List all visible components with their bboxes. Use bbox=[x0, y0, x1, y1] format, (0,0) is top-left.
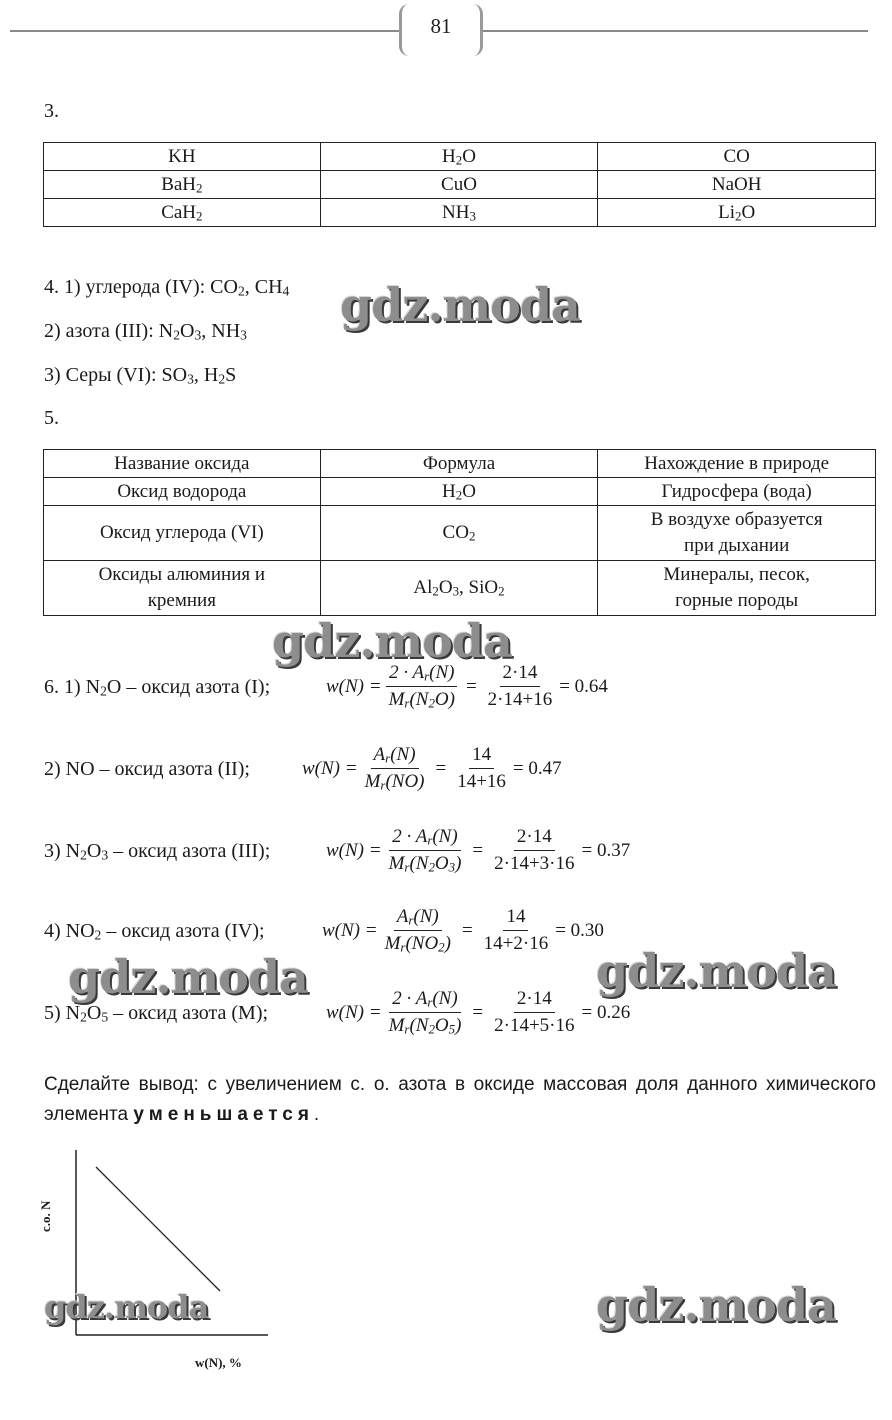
fraction: $\frac{2\cdot 14}{2\cdot 14+16}$ bbox=[487, 662, 553, 710]
task4-line3: 3) Серы (VI): $SO_3$, $H_2S$ bbox=[44, 364, 237, 387]
table-cell: CuO bbox=[320, 171, 598, 199]
table-cell: $NH_3$ bbox=[320, 199, 598, 227]
table-cell: KH bbox=[44, 143, 321, 171]
table-row bbox=[44, 143, 876, 171]
header-rule-right bbox=[474, 30, 868, 32]
equation-lhs: w(N) = bbox=[326, 839, 382, 861]
watermark-5: gdz.moda bbox=[44, 1288, 209, 1326]
table-header-row bbox=[44, 450, 876, 478]
mass-fraction-equation: w(N) = $\frac{A_r(N)}{M_r(NO)}$ = $\frac{14}{14+16}$ = 0.47 bbox=[302, 744, 562, 793]
watermark-6: gdz.moda bbox=[596, 1278, 836, 1332]
table-cell: $H_2O$ bbox=[320, 478, 598, 506]
formula-prefix: 6. 1) $N_2O$ – оксид азота (I); bbox=[44, 676, 271, 699]
table-cell: BaH$_2$ bbox=[44, 171, 321, 199]
table-cell: Оксид водорода bbox=[44, 478, 321, 506]
conclusion-emphasis: уменьшается bbox=[133, 1104, 314, 1125]
equation-lhs: w(N) = bbox=[326, 1001, 382, 1023]
table-cell: $Li_2O$ bbox=[598, 199, 876, 227]
graph-y-label: с.о. N bbox=[38, 1200, 53, 1232]
table-cell: $Al_2O_3$, SiO$_2$ bbox=[320, 561, 598, 616]
equation-lhs: w(N) = bbox=[326, 675, 382, 697]
fraction: $\frac{2\cdot 14}{2\cdot 14+3\cdot 16}$ bbox=[494, 826, 575, 874]
mass-fraction-equation: w(N) = $\frac{A_r(N)}{M_r(NO_2)}$ = $\frac{14}{14+2\cdot 16}$ = 0.30 bbox=[322, 906, 604, 955]
table-row bbox=[44, 561, 876, 616]
table-cell: Гидросфера (вода) bbox=[598, 478, 876, 506]
formula-prefix: 5) $N_2O_5$ – оксид азота (M); bbox=[44, 1002, 269, 1025]
formula-prefix: 3) $N_2O_3$ – оксид азота (III); bbox=[44, 840, 271, 863]
formula-prefix: 4) $NO_2$ – оксид азота (IV); bbox=[44, 920, 265, 943]
table-cell: Минералы, песок, горные породы bbox=[598, 561, 876, 616]
graph-decreasing-line bbox=[96, 1167, 220, 1291]
watermark-4: gdz.moda bbox=[596, 944, 836, 998]
equation-lhs: w(N) = bbox=[302, 757, 358, 779]
fraction: $\frac{A_r(N)}{M_r(NO)}$ bbox=[364, 744, 425, 793]
header-rule-left bbox=[10, 30, 402, 32]
fraction: $\frac{14}{14+2\cdot 16}$ bbox=[483, 906, 549, 954]
conclusion-end: . bbox=[313, 1104, 320, 1125]
table-header-cell: Название оксида bbox=[44, 450, 321, 478]
mass-fraction-equation: w(N) = $\frac{2 \cdot A_r(N)}{M_r(N_2O)}$ = $\frac{2\cdot 14}{2\cdot 14+16}$ = 0.64 bbox=[326, 662, 608, 711]
table-row bbox=[44, 506, 876, 561]
table-header-cell: Формула bbox=[320, 450, 598, 478]
table-cell: CO bbox=[598, 143, 876, 171]
watermark-1: gdz.moda bbox=[340, 278, 580, 332]
fraction: $\frac{2 \cdot A_r(N)}{M_r(N_2O)}$ bbox=[386, 662, 458, 711]
table-row bbox=[44, 171, 876, 199]
table-row bbox=[44, 199, 876, 227]
fraction: $\frac{2 \cdot A_r(N)}{M_r(N_2O_3)}$ bbox=[388, 826, 462, 875]
equation-result: = 0.30 bbox=[555, 919, 604, 941]
equation-lhs: w(N) = bbox=[322, 919, 378, 941]
fraction: $\frac{14}{14+16}$ bbox=[457, 744, 506, 792]
conclusion-text: Сделайте вывод: с увеличением с. о. азота в оксиде массовая доля данного химического элемента bbox=[44, 1074, 876, 1125]
watermark-3: gdz.moda bbox=[68, 950, 308, 1004]
watermark-2: gdz.moda bbox=[272, 614, 512, 668]
graph-x-label: w(N), % bbox=[195, 1355, 242, 1370]
fraction: $\frac{A_r(N)}{M_r(NO_2)}$ bbox=[384, 906, 451, 955]
equation-result: = 0.47 bbox=[512, 757, 562, 779]
equation-result: = 0.64 bbox=[559, 675, 608, 697]
mass-fraction-equation: w(N) = $\frac{2 \cdot A_r(N)}{M_r(N_2O_5)}$ = $\frac{2\cdot 14}{2\cdot 14+5\cdot 16}$ = 0.26 bbox=[326, 988, 631, 1037]
page-number: 81 bbox=[399, 4, 483, 56]
table-cell: Оксиды алюминия и кремния bbox=[44, 561, 321, 616]
table-cell: Оксид углерода (VI) bbox=[44, 506, 321, 561]
task5-label: 5. bbox=[44, 407, 59, 429]
equation-result: = 0.26 bbox=[581, 1001, 631, 1023]
conclusion bbox=[44, 1070, 876, 1130]
task3-label: 3. bbox=[44, 100, 59, 122]
task3-table bbox=[43, 142, 876, 227]
table-cell: NaOH bbox=[598, 171, 876, 199]
equation-result: = 0.37 bbox=[581, 839, 631, 861]
fraction: $\frac{2\cdot 14}{2\cdot 14+5\cdot 16}$ bbox=[494, 988, 575, 1036]
mass-fraction-equation: w(N) = $\frac{2 \cdot A_r(N)}{M_r(N_2O_3)}$ = $\frac{2\cdot 14}{2\cdot 14+3\cdot 16}$ = 0.37 bbox=[326, 826, 631, 875]
fraction: $\frac{2 \cdot A_r(N)}{M_r(N_2O_5)}$ bbox=[388, 988, 462, 1037]
table-cell: $H_2O$ bbox=[320, 143, 598, 171]
table-cell: В воздухе образуется при дыхании bbox=[598, 506, 876, 561]
task4-line1: 4. 1) углерода (IV): $CO_2$, $CH_4$ bbox=[44, 276, 290, 299]
table-row bbox=[44, 478, 876, 506]
task5-table bbox=[43, 449, 876, 616]
table-cell: $CO_2$ bbox=[320, 506, 598, 561]
table-header-cell: Нахождение в природе bbox=[598, 450, 876, 478]
formula-prefix: 2) NO – оксид азота (II); bbox=[44, 758, 250, 780]
task4-line2: 2) азота (III): $N_2O_3$, $NH_3$ bbox=[44, 320, 247, 343]
table-cell: CaH$_2$ bbox=[44, 199, 321, 227]
